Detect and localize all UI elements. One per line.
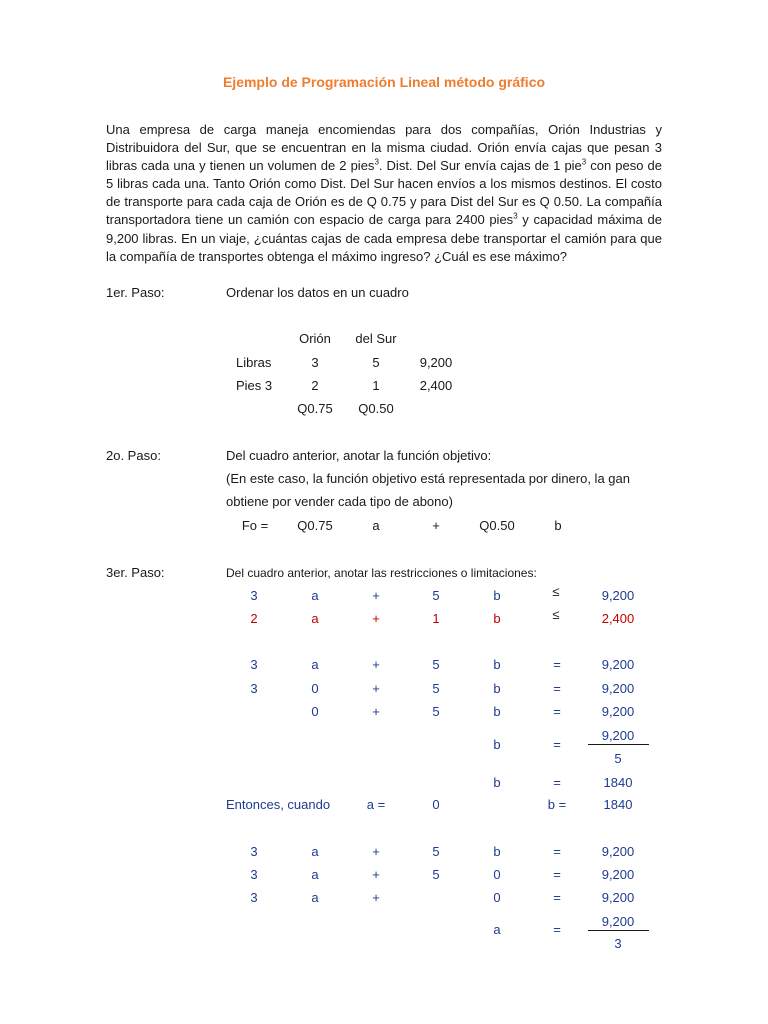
eq-term: 5 — [432, 704, 440, 719]
fo-term: a — [372, 518, 380, 533]
problem-line: y capacidad máxima de 9,200 libras. En un viaje, ¿cuántas cajas — [106, 212, 662, 246]
eq-term: b — [493, 737, 501, 752]
eq-term: 1840 — [603, 775, 633, 790]
table-cell: 3 — [311, 355, 319, 370]
then-a-eq: a = — [366, 797, 386, 812]
eq-term: + — [372, 657, 380, 672]
problem-line: tienen un volumen de 2 pies — [209, 158, 375, 174]
page-title: Ejemplo de Programación Lineal método gráfico — [222, 74, 546, 90]
table-cell: 9,200 — [419, 355, 453, 370]
eq-term: 3 — [250, 588, 258, 603]
table-cell: 1 — [372, 378, 380, 393]
step2-text: Del cuadro anterior, anotar la función objetivo: — [226, 448, 492, 463]
fraction-numerator: 9,200 — [601, 914, 635, 929]
table-row-label: Libras — [236, 355, 272, 370]
eq-term: 9,200 — [601, 704, 635, 719]
eq-term: a — [311, 867, 319, 882]
eq-term: b — [493, 657, 501, 672]
table-header-orion: Orión — [299, 331, 331, 346]
eq-term: = — [553, 922, 561, 937]
problem-line: . Dist. Del Sur envía cajas de 1 pie — [378, 158, 582, 174]
step2-text: (En este caso, la función objetivo está representada por dinero, la gan — [226, 471, 630, 486]
eq-term: + — [372, 611, 380, 626]
eq-term: 5 — [432, 867, 440, 882]
eq-term: 3 — [250, 844, 258, 859]
eq-term: 3 — [250, 867, 258, 882]
problem-line: con peso de 5 libras cada una. Tanto — [106, 158, 662, 192]
table-cost: Q0.50 — [358, 401, 394, 416]
step2-label: 2o. Paso: — [106, 448, 161, 463]
eq-term: = — [553, 844, 561, 859]
eq-term: 2,400 — [601, 611, 635, 626]
eq-symbol: ≤ — [552, 607, 560, 622]
eq-term: + — [372, 867, 380, 882]
eq-term: + — [372, 844, 380, 859]
eq-term: 2 — [250, 611, 258, 626]
eq-term: 9,200 — [601, 890, 635, 905]
eq-term: = — [553, 704, 561, 719]
eq-term: 5 — [432, 588, 440, 603]
eq-term: = — [553, 775, 561, 790]
problem-line: Una empresa de carga maneja encomiendas para dos compañías, Orión Industrias y Distribuidora — [106, 122, 662, 156]
eq-term: 5 — [432, 657, 440, 672]
problem-line: de Orión es de Q 0.75 y para Dist del Sur es Q 0.50. La compañía transportadora tiene un camión — [106, 194, 662, 228]
eq-term: 3 — [250, 681, 258, 696]
eq-term: 1 — [432, 611, 440, 626]
step1-text: Ordenar los datos en un cuadro — [226, 285, 409, 300]
eq-term: b — [493, 704, 501, 719]
then-b-eq: b = — [547, 797, 567, 812]
superscript: 3 — [374, 157, 379, 167]
table-header-sur: del Sur — [355, 331, 397, 346]
then-a-val: 0 — [432, 797, 440, 812]
eq-term: a — [311, 844, 319, 859]
problem-line: máximo ingreso? ¿Cuál es ese máximo? — [331, 248, 568, 264]
fraction-denominator: 3 — [614, 936, 622, 951]
eq-term: 9,200 — [601, 844, 635, 859]
eq-term: 5 — [432, 681, 440, 696]
eq-term: a — [311, 588, 319, 603]
step3-text: Del cuadro anterior, anotar las restricciones o limitaciones: — [226, 566, 537, 580]
superscript: 3 — [581, 157, 587, 167]
table-row-label: Pies 3 — [236, 378, 273, 393]
eq-term: 0 — [493, 867, 501, 882]
problem-line: de cada empresa debe transportar el camión para que la compañía de transportes obtenga el — [106, 230, 662, 264]
problem-line: con espacio de carga para 2400 pies — [293, 212, 514, 228]
eq-term: + — [372, 588, 380, 603]
fo-term: b — [554, 518, 562, 533]
fraction-denominator: 5 — [614, 751, 622, 766]
problem-line: del Sur, que se encuentran en la misma ciudad. Orión envía cajas que pesan 3 libras cada una y — [106, 140, 663, 174]
table-cell: 2 — [311, 378, 319, 393]
fraction-bar — [588, 744, 649, 745]
eq-term: 0 — [493, 890, 501, 905]
step1-label: 1er. Paso: — [106, 285, 165, 300]
then-label: Entonces, cuando — [226, 797, 331, 812]
eq-term: = — [553, 867, 561, 882]
fo-term: + — [432, 518, 440, 533]
eq-term: + — [372, 681, 380, 696]
eq-term: 9,200 — [601, 588, 635, 603]
then-b-val: 1840 — [603, 797, 633, 812]
eq-term: b — [493, 775, 501, 790]
eq-term: + — [372, 704, 380, 719]
table-cell: 2,400 — [419, 378, 453, 393]
eq-term: b — [493, 611, 501, 626]
fo-term: Q0.75 — [297, 518, 333, 533]
eq-term: a — [311, 890, 319, 905]
problem-line: Orión como Dist. Del Sur hacen envíos a los mismos destinos. El costo de transporte para cada caja — [106, 176, 662, 210]
eq-term: a — [311, 657, 319, 672]
eq-term: b — [493, 588, 501, 603]
fo-term: Q0.50 — [479, 518, 515, 533]
eq-term: = — [553, 890, 561, 905]
step2-text: obtiene por vender cada tipo de abono) — [226, 494, 453, 509]
fo-label: Fo = — [241, 518, 269, 533]
eq-term: 5 — [432, 844, 440, 859]
eq-term: 9,200 — [601, 867, 635, 882]
eq-term: 3 — [250, 657, 258, 672]
fraction-numerator: 9,200 — [601, 728, 635, 743]
superscript: 3 — [513, 212, 518, 222]
table-cost: Q0.75 — [297, 401, 333, 416]
eq-term: b — [493, 681, 501, 696]
eq-term: a — [493, 922, 501, 937]
eq-term: 3 — [250, 890, 258, 905]
eq-term: b — [493, 844, 501, 859]
eq-term: 0 — [311, 681, 319, 696]
fraction-bar — [588, 930, 649, 931]
eq-term: 9,200 — [601, 657, 635, 672]
eq-term: 9,200 — [601, 681, 635, 696]
step3-label: 3er. Paso: — [106, 565, 165, 580]
eq-term: = — [553, 681, 561, 696]
eq-term: + — [372, 890, 380, 905]
eq-term: a — [311, 611, 319, 626]
eq-term: = — [553, 657, 561, 672]
table-cell: 5 — [372, 355, 380, 370]
eq-term: = — [553, 737, 561, 752]
eq-symbol: ≤ — [552, 584, 560, 599]
problem-statement — [106, 121, 662, 266]
eq-term: 0 — [311, 704, 319, 719]
